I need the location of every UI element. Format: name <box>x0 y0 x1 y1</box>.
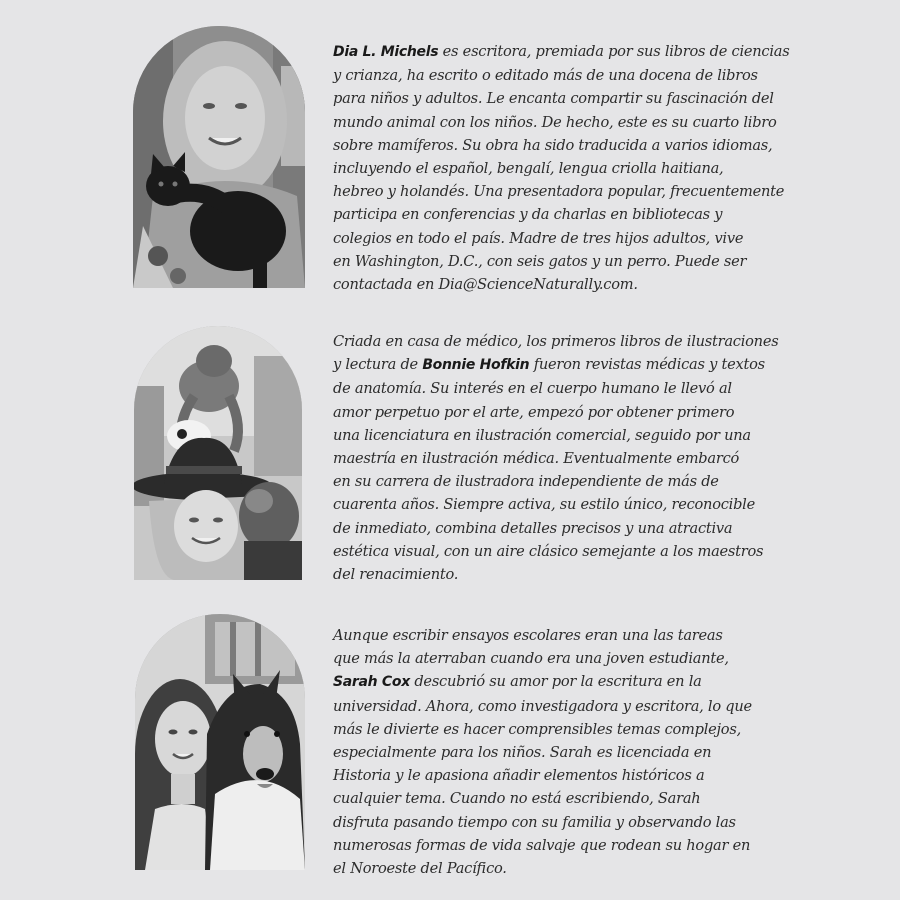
bio-line: amor perpetuo por el arte, empezó por obtener primero <box>333 403 735 421</box>
bio-line: para niños y adultos. Le encanta compartir su fascinación del <box>333 90 774 108</box>
bio-line: una licenciatura en ilustración comercial, seguido por una <box>333 426 751 444</box>
bio-line: Criada en casa de médico, los primeros libros de ilustraciones <box>333 333 779 350</box>
bio-line: estética visual, con un aire clásico semejante a los maestros <box>333 542 764 560</box>
bio-line: Sarah Cox descubrió su amor por la escritura en la <box>333 673 702 691</box>
bio-line: sobre mamíferos. Su obra ha sido traducida a varios idiomas, <box>333 136 773 154</box>
bio-line: contactada en Dia@ScienceNaturally.com. <box>333 276 638 294</box>
bio-line: y crianza, ha escrito o editado más de una docena de libros <box>333 67 758 85</box>
bio-line: numerosas formas de vida salvaje que rodean su hogar en <box>333 836 751 854</box>
bio-line: cualquier tema. Cuando no está escribiendo, Sarah <box>333 790 701 808</box>
bio-line: de anatomía. Su interés en el cuerpo humano le llevó al <box>333 380 732 398</box>
author-name: Dia L. Michels <box>333 44 439 60</box>
bio-line: Aunque escribir ensayos escolares eran una las tareas <box>333 627 723 644</box>
bio-line: incluyendo el español, bengalí, lengua criolla haitiana, <box>333 160 724 178</box>
bio-line: maestría en ilustración médica. Eventualmente embarcó <box>333 450 740 468</box>
bio-text-dia-michels <box>333 40 790 296</box>
author-name: Bonnie Hofkin <box>422 357 530 374</box>
bio-line: especialmente para los niños. Sarah es licenciada en <box>333 744 712 762</box>
bio-line: cuarenta años. Siempre activa, su estilo único, reconocible <box>333 496 755 514</box>
bio-line: Dia L. Michels es escritora, premiada por sus libros de ciencias <box>333 43 790 60</box>
bio-text-bonnie-hofkin <box>333 330 779 586</box>
bio-line: disfruta pasando tiempo con su familia y observando las <box>333 813 736 831</box>
bio-line: del renacimiento. <box>333 566 459 584</box>
bio-line: participa en conferencias y da charlas en bibliotecas y <box>333 206 723 224</box>
bio-text-sarah-cox <box>333 624 773 880</box>
bio-line: el Noroeste del Pacífico. <box>333 860 507 878</box>
bio-line: Historia y le apasiona añadir elementos históricos a <box>333 767 705 785</box>
bio-line: y lectura de Bonnie Hofkin fueron revistas médicas y textos <box>333 356 765 374</box>
author-photo-bonnie-hofkin <box>134 326 302 580</box>
bio-line: en su carrera de ilustradora independiente de más de <box>333 473 719 491</box>
author-name: Sarah Cox <box>333 674 410 691</box>
bio-line: colegios en todo el país. Madre de tres hijos adultos, vive <box>333 229 744 247</box>
bio-line: de inmediato, combina detalles precisos y una atractiva <box>333 519 733 537</box>
bio-line: mundo animal con los niños. De hecho, este es su cuarto libro <box>333 113 777 131</box>
bio-line: universidad. Ahora, como investigadora y escritora, lo que <box>333 697 752 715</box>
bio-line: más le divierte es hacer comprensibles temas complejos, <box>333 720 741 738</box>
bio-line: hebreo y holandés. Una presentadora popular, frecuentemente <box>333 183 785 201</box>
author-photo-sarah-cox <box>135 614 305 870</box>
bio-line: que más la aterraban cuando era una joven estudiante, <box>333 650 729 668</box>
author-photo-dia-michels <box>133 26 305 288</box>
bio-line: en Washington, D.C., con seis gatos y un perro. Puede ser <box>333 252 747 270</box>
